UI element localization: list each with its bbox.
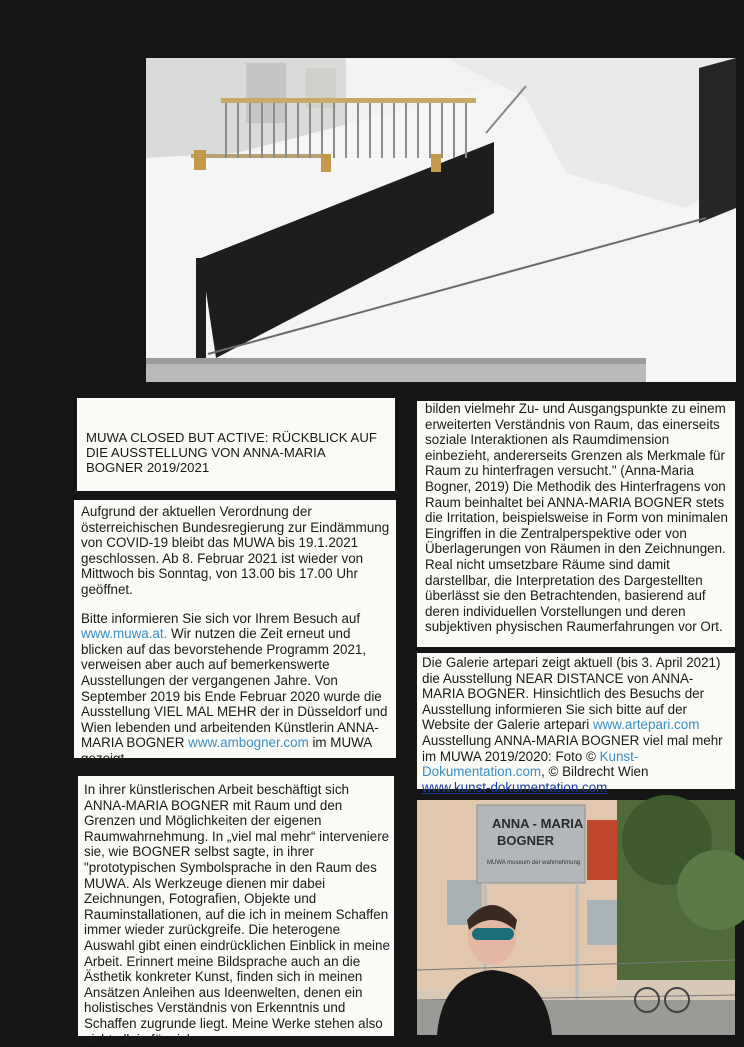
muwa-link[interactable]: www.muwa.at. [81, 626, 168, 642]
gallery-info-card [417, 653, 735, 795]
gallery-text-segment: Die Galerie artepari zeigt aktuell (bis 3. April 2021) die Ausstellung NEAR DISTANCE von ANNA-MARIA BOGNER. Hinsichtlich des Besuchs der Ausstellung informieren Sie sich bitte auf der Website der Galerie artepari [422, 655, 721, 733]
intro-text [81, 504, 393, 767]
intro-text-card [74, 500, 396, 766]
portrait-illustration [417, 800, 735, 1035]
intro-text-segment: Bitte informieren Sie sich vor Ihrem Besuch auf [81, 610, 361, 626]
article-title-card [77, 398, 395, 491]
gallery-info-text [422, 655, 732, 795]
intro-text-segment: im MUWA gezeigt. [81, 735, 372, 766]
artistic-work-text: In ihrer künstlerischen Arbeit beschäftigt sich ANNA-MARIA BOGNER mit Raum und den Grenzen und Möglichkeiten der eigenen Raumwahrnehmung. In „viel mal mehr“ interveniere sie, wie BOGNER selbst sagte, in ihrer "prototypischen Symbolsprache in den Raum des MUWA. Als Werkzeuge dienen mir dabei Zeichnungen, Fotografien, Objekte und Rauminstallationen, auf die ich in meinem Schaffen immer wieder zurückgreife. Die heterogene Auswahl gibt einen eindrücklichen Einblick in meine Arbeit. Erinnert meine Bildsprache auch an die Ästhetik konkreter Kunst, finden sich in meinen Ansätzen Anleihen aus Ideenwelten, denen ein holistisches Verständnis von Erkenntnis und Schaffen zugrunde liegt. Meine Werke stehen also nicht allein für sich, [84, 782, 390, 1047]
intro-paragraph-2 [81, 611, 393, 767]
ambogner-link[interactable]: www.ambogner.com [188, 735, 309, 751]
sign-title-line-1: ANNA - MARIA [492, 816, 584, 831]
artistic-work-card [78, 776, 394, 1047]
sign-title-line-2: BOGNER [497, 833, 555, 848]
gallery-text-segment: Ausstellung ANNA-MARIA BOGNER viel mal mehr im MUWA 2019/2020: Foto © [422, 732, 723, 764]
wall-installation-illustration [146, 58, 736, 382]
title-line-2: DIE AUSSTELLUNG VON ANNA-MARIA [86, 444, 326, 460]
title-line-3: BOGNER 2019/2021 [86, 459, 210, 475]
artwork-photo-wall [146, 58, 736, 382]
intro-paragraph-1: Aufgrund der aktuellen Verordnung der österreichischen Bundesregierung zur Eindämmung von COVID-19 bleibt das MUWA bis 19.1.2021 geschlossen. Ab 8. Februar 2021 ist wieder von Mittwoch bis Sonntag, von 13.00 bis 17.00 Uhr geöffnet. [81, 504, 390, 597]
artist-portrait-photo [417, 800, 735, 1035]
intro-text-segment: Wir nutzen die Zeit erneut und blicken auf das bevorstehende Programm 2021, verweisen aber auch auf bemerkenswerte Ausstellungen der vergangenen Jahre. Von September 2019 bis Ende Februar 2020 wurde die Ausstellung VIEL MAL MEHR der in Düsseldorf und Wien lebenden und arbeitenden Künstlerin ANNA-MARIA BOGNER [81, 626, 388, 751]
continuation-text: bilden vielmehr Zu- und Ausgangspunkte zu einem erweiterten Verständnis von Raum, das einerseits soziale Interaktionen als Raumdimension einbezieht, andererseits Grenzen als Merkmale für Raum zu hinterfragen versucht." (Anna-Maria Bogner, 2019) Die Methodik des Hinterfragens von Raum beinhaltet bei ANNA-MARIA BOGNER stets die Irritation, beispielsweise in Form von minimalen Eingriffen in die Zentralperspektive oder von Überlagerungen von Räumen in den Zeichnungen. Real nicht umsetzbare Räume sind damit darstellbar, die Interpretation des Dargestellten überlässt sie den Betrachtenden, basierend auf deren individuellen Vorstellungen und deren subjektiven physischen Raumerfahrungen vor Ort. [425, 401, 728, 635]
article-title [86, 431, 386, 475]
sign-subtitle: MUWA museum der wahrnehmung [487, 860, 581, 866]
kunst-dokumentation-link[interactable]: Kunst-Dokumentation.com [422, 748, 639, 780]
artepari-link[interactable]: www.artepari.com [592, 717, 700, 733]
title-line-1: MUWA CLOSED BUT ACTIVE: RÜCKBLICK AUF [86, 430, 377, 445]
continuation-text-card [417, 401, 735, 647]
kunst-dokumentation-url-link[interactable]: www.kunst-dokumentation.com [422, 779, 608, 795]
gallery-text-segment: , © Bildrecht Wien [541, 764, 649, 780]
